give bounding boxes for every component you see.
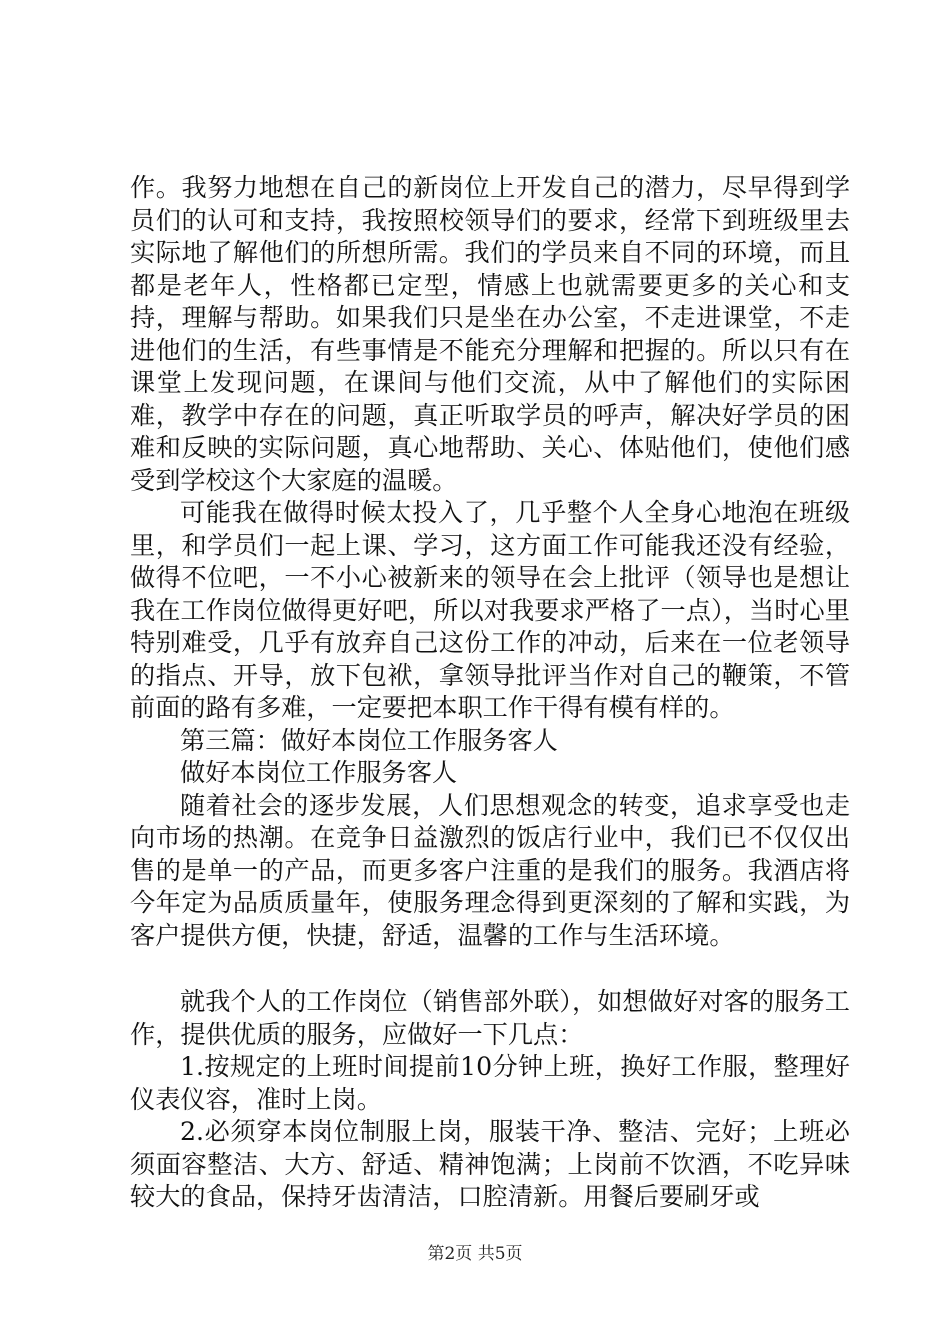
document-body [130,172,850,1214]
paragraph-position: 就我个人的工作岗位（销售部外联），如想做好对客的服务工作，提供优质的服务，应做好一下几点： [130,987,850,1049]
section-heading: 第三篇：做好本岗位工作服务客人 [180,725,558,755]
article-title: 做好本岗位工作服务客人 [180,758,458,787]
page-number-footer: 第2页 共5页 [427,1244,523,1264]
paragraph-reflection: 可能我在做得时候太投入了，几乎整个人全身心地泡在班级里，和学员们一起上课、学习，这方面工作可能我还没有经验，做得不位吧，一不小心被新来的领导在会上批评（领导也是想让我在工作岗位做得更好吧，所以对我要求严格了一点），当时心里特别难受，几乎有放弃自己这份工作的冲动，后来在一位老领导的指点、开导，放下包袱，拿领导批评当作对自己的鞭策，不管前面的路有多难，一定要把本职工作干得有模有样的。 [130,498,850,722]
paragraph-intro: 随着社会的逐步发展，人们思想观念的转变，追求享受也走向市场的热潮。在竞争日益激烈的饭店行业中，我们已不仅仅出售的是单一的产品，而更多客户注重的是我们的服务。我酒店将今年定为品质质量年，使服务理念得到更深刻的了解和实践，为客户提供方便，快捷，舒适，温馨的工作与生活环境。 [130,790,850,950]
list-item-2: 2.必须穿本岗位制服上岗，服装干净、整洁、完好；上班必须面容整洁、大方、舒适、精神饱满；上岗前不饮酒，不吃异味较大的食品，保持牙齿清洁，口腔清新。用餐后要刷牙或 [130,1117,850,1211]
paragraph-continuation: 作。我努力地想在自己的新岗位上开发自己的潜力，尽早得到学员们的认可和支持，我按照校领导们的要求，经常下到班级里去实际地了解他们的所想所需。我们的学员来自不同的环境，而且都是老年人，性格都已定型，情感上也就需要更多的关心和支持，理解与帮助。如果我们只是坐在办公室，不走进课堂，不走进他们的生活，有些事情是不能充分理解和把握的。所以只有在课堂上发现问题，在课间与他们交流，从中了解他们的实际困难，教学中存在的问题，真正听取学员的呼声，解决好学员的困难和反映的实际问题，真心地帮助、关心、体贴他们，使他们感受到学校这个大家庭的温暖。 [130,173,850,495]
list-item-1: 1.按规定的上班时间提前10分钟上班，换好工作服，整理好仪表仪容，准时上岗。 [130,1052,850,1114]
